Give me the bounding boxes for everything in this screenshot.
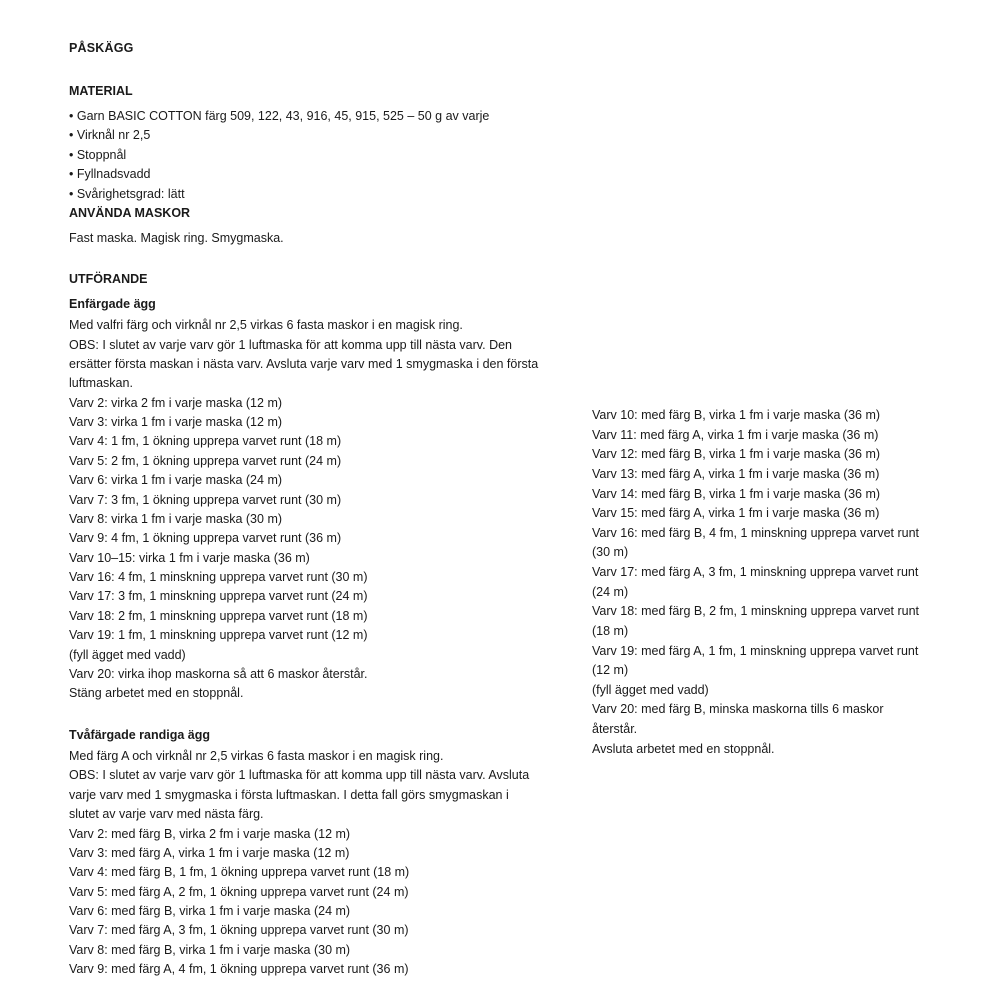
striped-row: Varv 15: med färg A, virka 1 fm i varje maska (36 m) bbox=[592, 506, 880, 521]
solid-row: Varv 4: 1 fm, 1 ökning upprepa varvet runt (18 m) bbox=[69, 434, 342, 449]
solid-row: Varv 3: virka 1 fm i varje maska (12 m) bbox=[69, 415, 283, 429]
material-item: • Garn BASIC COTTON färg 509, 122, 43, 916, 45, 915, 525 – 50 g av varje bbox=[69, 109, 490, 123]
solid-intro-line: Med valfri färg och virknål nr 2,5 virkas 6 fasta maskor i en magisk ring. bbox=[69, 318, 463, 333]
striped-row-cont: (18 m) bbox=[592, 623, 629, 638]
striped-fill-note: (fyll ägget med vadd) bbox=[592, 682, 709, 697]
solid-fill-note: (fyll ägget med vadd) bbox=[69, 647, 186, 662]
striped-row-cont: (24 m) bbox=[592, 584, 629, 599]
striped-intro-line: varje varv med 1 smygmaska i första luftmaskan. I detta fall görs smygmaskan i bbox=[69, 787, 509, 802]
solid-row: Varv 16: 4 fm, 1 minskning upprepa varvet runt (30 m) bbox=[69, 570, 368, 584]
striped-row: Varv 14: med färg B, virka 1 fm i varje maska (36 m) bbox=[592, 486, 881, 501]
material-item: • Svårighetsgrad: lätt bbox=[69, 186, 185, 201]
striped-row: Varv 9: med färg A, 4 fm, 1 ökning upprepa varvet runt (36 m) bbox=[69, 962, 409, 977]
striped-row: Varv 6: med färg B, virka 1 fm i varje maska (24 m) bbox=[69, 904, 351, 918]
striped-row: Varv 5: med färg A, 2 fm, 1 ökning upprepa varvet runt (24 m) bbox=[69, 884, 409, 899]
solid-row: Varv 2: virka 2 fm i varje maska (12 m) bbox=[69, 395, 283, 410]
striped-row: Varv 2: med färg B, virka 2 fm i varje maska (12 m) bbox=[69, 826, 351, 841]
left-column bbox=[69, 40, 549, 980]
right-column bbox=[592, 406, 937, 759]
striped-row: Varv 16: med färg B, 4 fm, 1 minskning upprepa varvet runt bbox=[592, 525, 920, 540]
solid-finish-note: Stäng arbetet med en stoppnål. bbox=[69, 686, 244, 701]
solid-row: Varv 5: 2 fm, 1 ökning upprepa varvet runt (24 m) bbox=[69, 453, 342, 468]
striped-eggs-heading: Tvåfärgade randiga ägg bbox=[69, 727, 211, 742]
striped-row: Varv 11: med färg A, virka 1 fm i varje maska (36 m) bbox=[592, 427, 879, 442]
execution-heading: UTFÖRANDE bbox=[69, 272, 148, 286]
solid-row: Varv 19: 1 fm, 1 minskning upprepa varvet runt (12 m) bbox=[69, 628, 368, 643]
striped-row: Varv 18: med färg B, 2 fm, 1 minskning upprepa varvet runt bbox=[592, 604, 920, 619]
striped-row-cont: (12 m) bbox=[592, 663, 629, 678]
striped-row: Varv 19: med färg A, 1 fm, 1 minskning upprepa varvet runt bbox=[592, 643, 919, 658]
striped-row: Varv 17: med färg A, 3 fm, 1 minskning upprepa varvet runt bbox=[592, 565, 919, 579]
solid-row: Varv 10–15: virka 1 fm i varje maska (36 m) bbox=[69, 550, 310, 565]
material-item: • Virknål nr 2,5 bbox=[69, 128, 151, 143]
striped-intro-line: OBS: I slutet av varje varv gör 1 luftmaska för att komma upp till nästa varv. Avsluta bbox=[69, 768, 530, 783]
material-item: • Stoppnål bbox=[69, 147, 127, 162]
solid-row: Varv 18: 2 fm, 1 minskning upprepa varvet runt (18 m) bbox=[69, 608, 368, 623]
solid-eggs-heading: Enfärgade ägg bbox=[69, 296, 156, 311]
solid-row: Varv 6: virka 1 fm i varje maska (24 m) bbox=[69, 473, 283, 488]
solid-row: Varv 8: virka 1 fm i varje maska (30 m) bbox=[69, 511, 283, 526]
material-item: • Fyllnadsvadd bbox=[69, 167, 151, 182]
striped-row-cont: (30 m) bbox=[592, 545, 629, 560]
striped-row: Varv 4: med färg B, 1 fm, 1 ökning upprepa varvet runt (18 m) bbox=[69, 865, 410, 880]
solid-row: Varv 17: 3 fm, 1 minskning upprepa varvet runt (24 m) bbox=[69, 589, 368, 604]
solid-row: Varv 7: 3 fm, 1 ökning upprepa varvet runt (30 m) bbox=[69, 492, 342, 507]
solid-intro-line: OBS: I slutet av varje varv gör 1 luftmaska för att komma upp till nästa varv. Den bbox=[69, 337, 512, 352]
solid-intro-line: ersätter första maskan i nästa varv. Avsluta varje varv med 1 smygmaska i den första bbox=[69, 356, 539, 371]
solid-intro-line: luftmaskan. bbox=[69, 376, 133, 391]
stitches-heading: ANVÄNDA MASKOR bbox=[69, 205, 191, 220]
solid-row: Varv 9: 4 fm, 1 ökning upprepa varvet runt (36 m) bbox=[69, 531, 342, 546]
striped-intro-line: slutet av varje varv med nästa färg. bbox=[69, 807, 264, 822]
striped-row: Varv 20: med färg B, minska maskorna tills 6 maskor bbox=[592, 702, 884, 717]
stitches-text: Fast maska. Magisk ring. Smygmaska. bbox=[69, 230, 284, 245]
striped-row: Varv 8: med färg B, virka 1 fm i varje maska (30 m) bbox=[69, 942, 351, 957]
striped-row: Varv 12: med färg B, virka 1 fm i varje maska (36 m) bbox=[592, 447, 881, 462]
striped-row: Varv 7: med färg A, 3 fm, 1 ökning upprepa varvet runt (30 m) bbox=[69, 923, 409, 938]
page-title: PÅSKÄGG bbox=[69, 41, 134, 55]
striped-intro-line: Med färg A och virknål nr 2,5 virkas 6 fasta maskor i en magisk ring. bbox=[69, 749, 444, 763]
striped-finish-note: Avsluta arbetet med en stoppnål. bbox=[592, 741, 775, 756]
striped-row: Varv 13: med färg A, virka 1 fm i varje maska (36 m) bbox=[592, 466, 880, 481]
material-heading: MATERIAL bbox=[69, 84, 133, 99]
solid-row: Varv 20: virka ihop maskorna så att 6 maskor återstår. bbox=[69, 666, 368, 681]
striped-row: Varv 3: med färg A, virka 1 fm i varje maska (12 m) bbox=[69, 845, 350, 860]
striped-row-cont: återstår. bbox=[592, 722, 638, 736]
striped-row: Varv 10: med färg B, virka 1 fm i varje maska (36 m) bbox=[592, 408, 881, 422]
